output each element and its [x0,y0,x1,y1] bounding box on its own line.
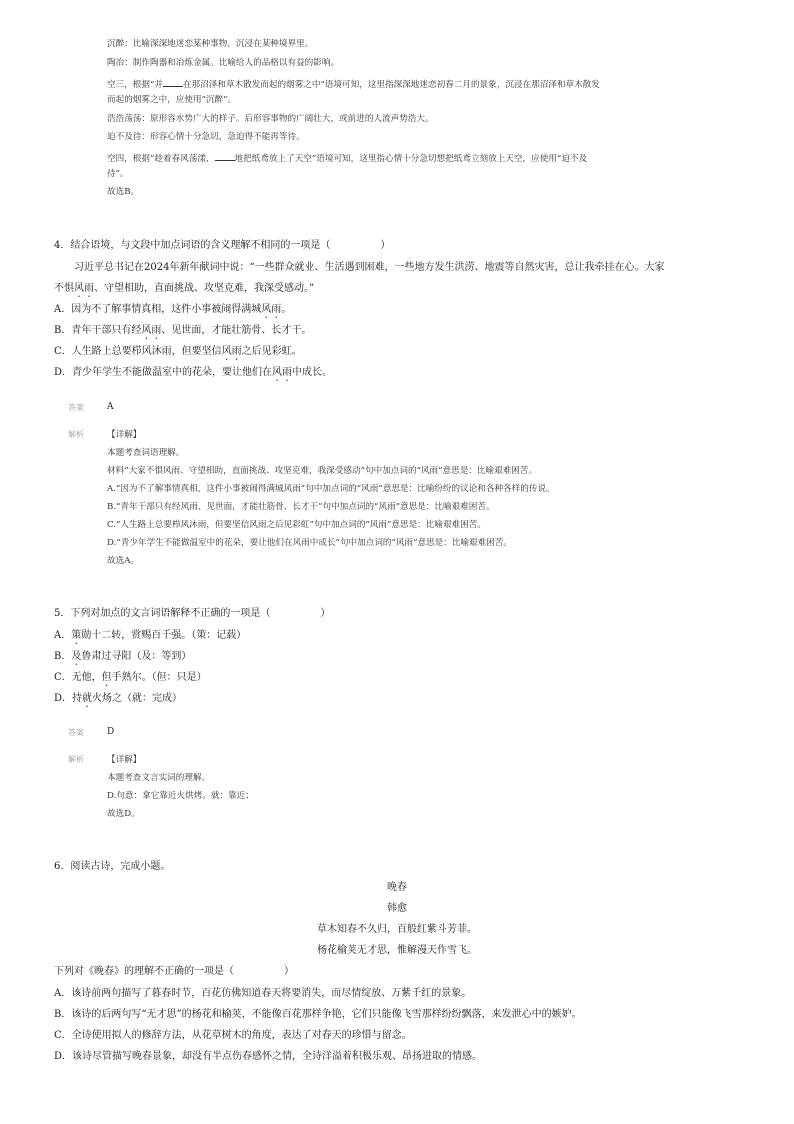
analysis-label: 解析 [68,430,84,439]
question-6-stem: 6．阅读古诗，完成小题。 [54,861,171,872]
question-6-option-d[interactable]: D．该诗尽管描写晚春景象，却没有半点伤春感怀之情，全诗洋溢着积极乐观、昂扬进取的情感。 [54,1051,483,1062]
emphasized-word: 及 [71,651,82,662]
analysis-line: A.“因为不了解事情真相，这件小事被闹得满城风雨”句中加点词的“风雨”意思是：比喻纷纷的议论和各种各样的传说。 [107,484,555,494]
emphasized-word: 风雨 [221,346,242,357]
emphasized-word: 风雨 [141,325,162,336]
explanation-line: 空四，根据“趁着春风荡漾， 地把纸鸢放上了天空”语境可知，这里指心情十分急切想把纸鸢立刻放上天空，应使用“迫不及 [107,154,588,164]
explanation-line: 陶冶：制作陶器和冶炼金属。比喻给人的品格以有益的影响。 [107,58,340,68]
question-4-context: 不惧风雨、守望相助，直面挑战、攻坚克难，我深受感动。” [54,283,315,294]
poem-author: 韩愈 [387,903,407,914]
analysis-line: 【详解】 [107,430,142,440]
explanation-line: 待”。 [107,169,129,179]
analysis-line: D.句意：拿它靠近火烘烤。就：靠近； [107,791,254,801]
poem-title: 晚春 [387,882,407,893]
emphasized-word: 就 [82,693,93,704]
question-5-option-b[interactable]: B．及鲁肃过寻阳（及：等到） [54,651,192,662]
emphasized-word: 风雨 [272,367,293,378]
fill-blank [215,152,235,161]
question-5-stem: 5．下列对加点的文言词语解释不正确的一项是（ ） [54,608,331,619]
analysis-line: 本题考查文言实词的理解。 [107,773,211,783]
analysis-line: D.“青少年学生不能做温室中的花朵，要让他们在风雨中成长”句中加点词的“风雨”意思是：比喻艰难困苦。 [107,538,513,548]
question-4-context: 习近平总书记在2024年新年献词中说：“一些群众就业、生活遇到困难，一些地方发生洪涝、地震等自然灾害，总让我牵挂在心。大家 [54,262,665,273]
question-4-option-d[interactable]: D．青少年学生不能做温室中的花朵，要让他们在风雨中成长。 [54,367,333,378]
answer-label: 答案 [68,728,84,737]
explanation-line: 故选B。 [107,187,140,197]
explanation-line: 空三，根据“并 在那沼泽和草木散发而起的烟雾之中”语境可知，这里指深深地迷恋初春二月的景象，沉浸在那沼泽和草木散发 [107,80,600,90]
question-5-option-a[interactable]: A．策勋十二转，赏赐百千强。（策：记载） [54,630,247,641]
answer-label: 答案 [68,403,84,412]
answer-value: A [107,402,114,412]
analysis-label: 解析 [68,755,84,764]
question-6-option-c[interactable]: C．全诗使用拟人的修辞方法，从花草树木的角度，表达了对春天的珍惜与留念。 [54,1030,412,1041]
explanation-line: 而起的烟雾之中，应使用“沉醉”。 [107,95,237,105]
emphasized-word: 策 [71,630,82,641]
explanation-line: 沉醉：比喻深深地迷恋某种事物，沉浸在某种境界里。 [107,39,314,49]
explanation-line: 浩浩荡荡：原形容水势广大的样子。后形容事物的广阔壮大，或前进的人流声势浩大。 [107,114,434,124]
question-6-sub-stem: 下列对《晚春》的理解不正确的一项是（ ） [54,966,294,977]
poem-line: 草木知春不久归，百般红紫斗芳菲。 [317,924,477,935]
analysis-line: B.“青年干部只有经风雨、见世面，才能壮筋骨、长才干”句中加点词的“风雨”意思是：比喻艰难困苦。 [107,502,495,512]
analysis-line: 本题考查词语理解。 [107,448,185,458]
question-4-option-a[interactable]: A．因为不了解事情真相，这件小事被闹得满城风雨。 [54,304,292,315]
question-4-stem: 4．结合语境，与文段中加点词语的含义理解不相同的一项是（ ） [54,240,391,251]
analysis-line: C.“人生路上总要栉风沐雨，但要坚信风雨之后见彩虹”句中加点词的“风雨”意思是：比喻艰难困苦。 [107,520,486,530]
question-6-option-a[interactable]: A．该诗前两句描写了暮春时节，百花仿佛知道春天将要消失，而尽情绽放、万紫千红的景象。 [54,988,472,999]
question-5-option-d[interactable]: D．持就火炀之（就：完成） [54,693,183,704]
analysis-line: 材料“大家不惧风雨、守望相助，直面挑战、攻坚克难，我深受感动”句中加点词的“风雨”意思是：比喻艰难困苦。 [107,466,538,476]
fill-blank [163,78,183,87]
poem-line: 杨花榆荚无才思，惟解漫天作雪飞。 [317,945,477,956]
emphasized-word: 但 [101,672,112,683]
analysis-line: 【详解】 [107,755,142,765]
analysis-line: 故选A。 [107,556,139,566]
emphasized-word: 风雨 [261,304,282,315]
answer-value: D [107,727,115,737]
emphasized-word: 风雨 [74,283,94,294]
question-4-option-b[interactable]: B．青年干部只有经风雨、见世面，才能壮筋骨、长才干。 [54,325,312,336]
analysis-line: 故选D。 [107,809,140,819]
explanation-line: 迫不及待：形容心情十分急切，急迫得不能再等待。 [107,132,305,142]
question-5-option-c[interactable]: C．无他，但手熟尔。（但：只是） [54,672,207,683]
question-4-option-c[interactable]: C．人生路上总要栉风沐雨，但要坚信风雨之后见彩虹。 [54,346,302,357]
question-6-option-b[interactable]: B．该诗的后两句写“无才思”的杨花和榆荚，不能像百花那样争艳，它们只能像飞雪那样纷纷飘落，来发泄心中的嫉妒。 [54,1009,582,1020]
